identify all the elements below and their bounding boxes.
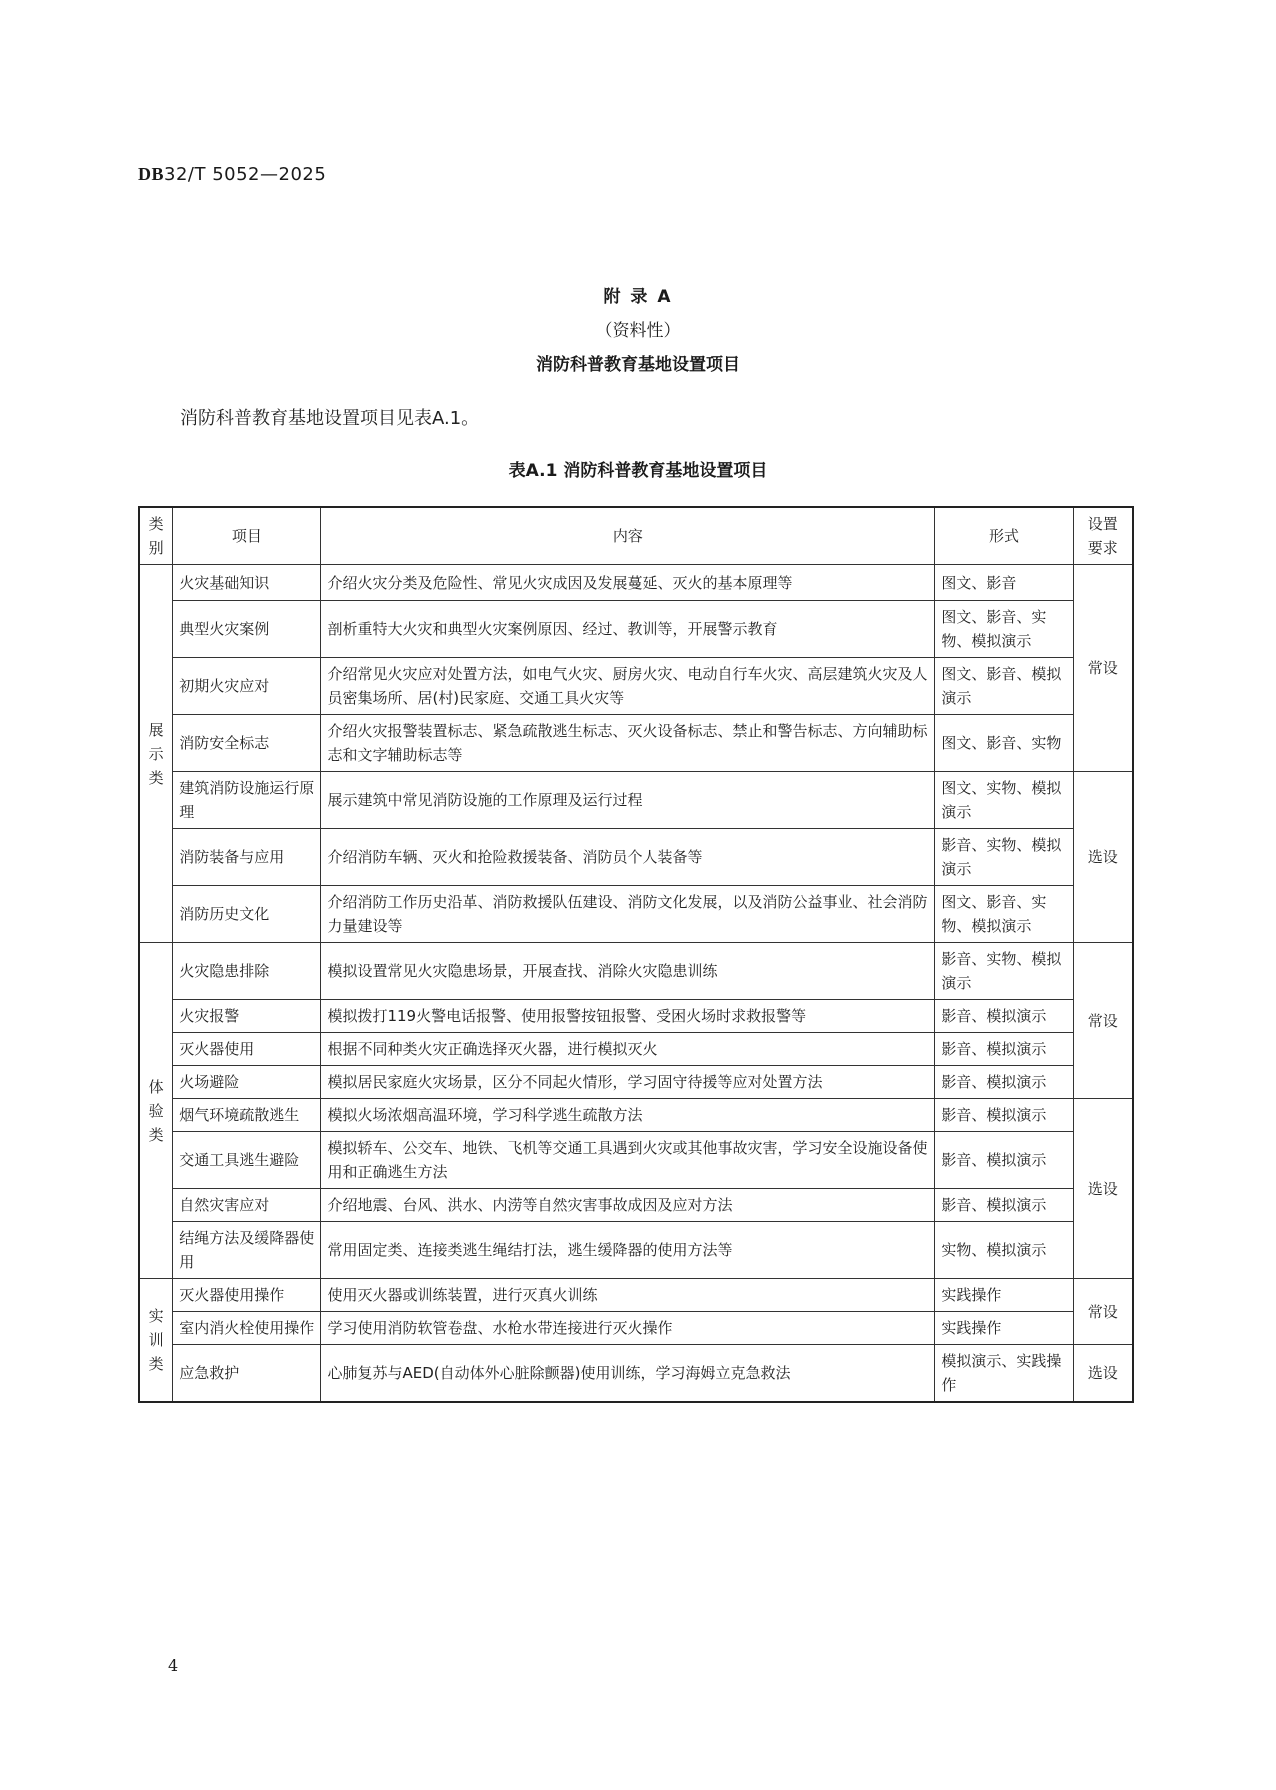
form-cell: 影音、模拟演示 [935, 1000, 1073, 1033]
requirement-cell: 选设 [1073, 772, 1133, 943]
code-rest: 32/T 5052—2025 [164, 164, 327, 185]
table-row [139, 1222, 1133, 1279]
table-row [139, 601, 1133, 658]
header-item: 项目 [173, 507, 321, 565]
header-category: 类别 [139, 507, 173, 565]
item-cell: 消防安全标志 [173, 715, 321, 772]
table-row [139, 715, 1133, 772]
requirement-cell: 常设 [1073, 565, 1133, 772]
item-cell: 灭火器使用 [173, 1033, 321, 1066]
form-cell: 影音、模拟演示 [935, 1033, 1073, 1066]
appendix-label: 附 录 A [603, 287, 673, 307]
table-row [139, 1099, 1133, 1132]
table-row [139, 886, 1133, 943]
document-code [138, 164, 326, 185]
item-cell: 应急救护 [173, 1345, 321, 1403]
content-cell: 介绍常见火灾应对处置方法，如电气火灾、厨房火灾、电动自行车火灾、高层建筑火灾及人员密集场所、居(村)民家庭、交通工具火灾等 [321, 658, 935, 715]
requirement-cell: 常设 [1073, 943, 1133, 1099]
table-row [139, 772, 1133, 829]
form-cell: 图文、影音、实物、模拟演示 [935, 601, 1073, 658]
content-cell: 模拟设置常见火灾隐患场景，开展查找、消除火灾隐患训练 [321, 943, 935, 1000]
content-cell: 根据不同种类火灾正确选择灭火器，进行模拟灭火 [321, 1033, 935, 1066]
item-cell: 火灾隐患排除 [173, 943, 321, 1000]
table-row [139, 1132, 1133, 1189]
item-cell: 典型火灾案例 [173, 601, 321, 658]
form-cell: 图文、影音、模拟演示 [935, 658, 1073, 715]
form-cell: 影音、模拟演示 [935, 1189, 1073, 1222]
item-cell: 烟气环境疏散逃生 [173, 1099, 321, 1132]
content-cell: 介绍火灾分类及危险性、常见火灾成因及发展蔓延、灭火的基本原理等 [321, 565, 935, 601]
form-cell: 影音、实物、模拟演示 [935, 943, 1073, 1000]
table-row [139, 1345, 1133, 1403]
item-cell: 室内消火栓使用操作 [173, 1312, 321, 1345]
table-row [139, 1312, 1133, 1345]
form-cell: 模拟演示、实践操作 [935, 1345, 1073, 1403]
form-cell: 实物、模拟演示 [935, 1222, 1073, 1279]
table-row [139, 1000, 1133, 1033]
content-cell: 模拟轿车、公交车、地铁、飞机等交通工具遇到火灾或其他事故灾害，学习安全设施设备使用和正确逃生方法 [321, 1132, 935, 1189]
category-cell: 展示类 [139, 565, 173, 943]
form-cell: 影音、模拟演示 [935, 1099, 1073, 1132]
table-row [139, 1066, 1133, 1099]
content-cell: 介绍消防工作历史沿革、消防救援队伍建设、消防文化发展，以及消防公益事业、社会消防力量建设等 [321, 886, 935, 943]
content-cell: 展示建筑中常见消防设施的工作原理及运行过程 [321, 772, 935, 829]
item-cell: 消防历史文化 [173, 886, 321, 943]
category-cell: 实训类 [139, 1279, 173, 1403]
form-cell: 图文、影音、实物 [935, 715, 1073, 772]
form-cell: 实践操作 [935, 1279, 1073, 1312]
content-cell: 模拟居民家庭火灾场景，区分不同起火情形，学习固守待援等应对处置方法 [321, 1066, 935, 1099]
item-cell: 初期火灾应对 [173, 658, 321, 715]
content-cell: 学习使用消防软管卷盘、水枪水带连接进行灭火操作 [321, 1312, 935, 1345]
content-cell: 介绍火灾报警装置标志、紧急疏散逃生标志、灭火设备标志、禁止和警告标志、方向辅助标志和文字辅助标志等 [321, 715, 935, 772]
table-header-row [139, 507, 1133, 565]
form-cell: 图文、影音 [935, 565, 1073, 601]
page-number: 4 [168, 1656, 179, 1675]
item-cell: 火灾基础知识 [173, 565, 321, 601]
item-cell: 消防装备与应用 [173, 829, 321, 886]
header-form: 形式 [935, 507, 1073, 565]
header-content: 内容 [321, 507, 935, 565]
table-row [139, 1033, 1133, 1066]
content-cell: 介绍地震、台风、洪水、内涝等自然灾害事故成因及应对方法 [321, 1189, 935, 1222]
form-cell: 实践操作 [935, 1312, 1073, 1345]
requirement-cell: 选设 [1073, 1345, 1133, 1403]
appendix-title: 消防科普教育基地设置项目 [536, 355, 740, 375]
item-cell: 火灾报警 [173, 1000, 321, 1033]
content-cell: 模拟拨打119火警电话报警、使用报警按钮报警、受困火场时求救报警等 [321, 1000, 935, 1033]
item-cell: 火场避险 [173, 1066, 321, 1099]
requirement-cell: 常设 [1073, 1279, 1133, 1345]
settings-table [138, 506, 1134, 1403]
item-cell: 自然灾害应对 [173, 1189, 321, 1222]
table-row [139, 658, 1133, 715]
item-cell: 灭火器使用操作 [173, 1279, 321, 1312]
form-cell: 图文、影音、实物、模拟演示 [935, 886, 1073, 943]
content-cell: 使用灭火器或训练装置，进行灭真火训练 [321, 1279, 935, 1312]
table-row [139, 829, 1133, 886]
content-cell: 介绍消防车辆、灭火和抢险救援装备、消防员个人装备等 [321, 829, 935, 886]
item-cell: 建筑消防设施运行原理 [173, 772, 321, 829]
form-cell: 影音、实物、模拟演示 [935, 829, 1073, 886]
content-cell: 模拟火场浓烟高温环境，学习科学逃生疏散方法 [321, 1099, 935, 1132]
content-cell: 常用固定类、连接类逃生绳结打法，逃生缓降器的使用方法等 [321, 1222, 935, 1279]
form-cell: 影音、模拟演示 [935, 1132, 1073, 1189]
form-cell: 影音、模拟演示 [935, 1066, 1073, 1099]
item-cell: 结绳方法及缓降器使用 [173, 1222, 321, 1279]
table-caption: 表A.1 消防科普教育基地设置项目 [508, 461, 768, 481]
header-requirement: 设置要求 [1073, 507, 1133, 565]
table-row [139, 1279, 1133, 1312]
table-row [139, 943, 1133, 1000]
appendix-nature: （资料性） [595, 321, 681, 341]
intro-paragraph: 消防科普教育基地设置项目见表A.1。 [180, 408, 480, 429]
code-prefix: DB [138, 164, 165, 184]
table-row [139, 1189, 1133, 1222]
content-cell: 剖析重特大火灾和典型火灾案例原因、经过、教训等，开展警示教育 [321, 601, 935, 658]
table-row [139, 565, 1133, 601]
form-cell: 图文、实物、模拟演示 [935, 772, 1073, 829]
category-cell: 体验类 [139, 943, 173, 1279]
requirement-cell: 选设 [1073, 1099, 1133, 1279]
item-cell: 交通工具逃生避险 [173, 1132, 321, 1189]
content-cell: 心肺复苏与AED(自动体外心脏除颤器)使用训练，学习海姆立克急救法 [321, 1345, 935, 1403]
